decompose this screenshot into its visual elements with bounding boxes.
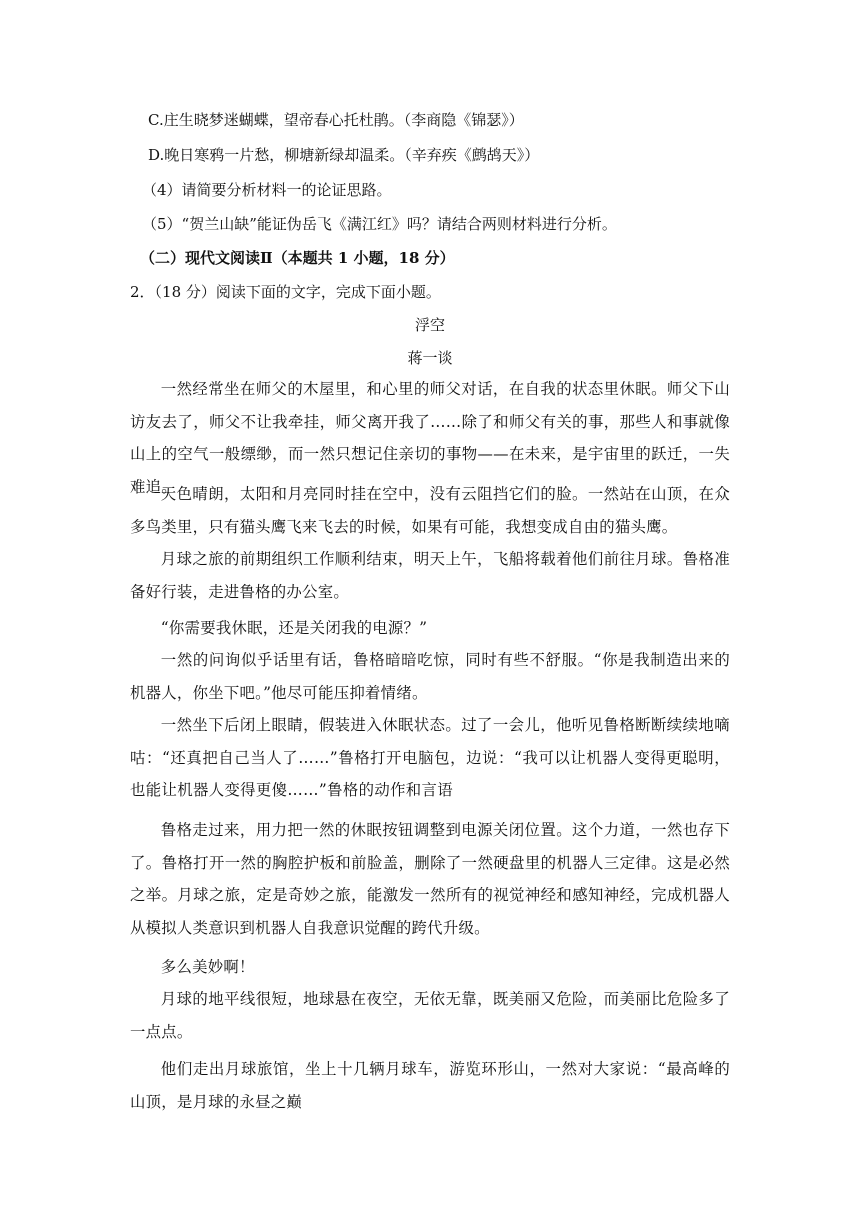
passage-paragraph: 一然的问询似乎话里有话，鲁格暗暗吃惊，同时有些不舒服。“你是我制造出来的机器人，你坐下吧。”他尽可能压抑着情绪。 — [130, 651, 730, 702]
passage-author: 蒋一谈 — [407, 349, 453, 367]
passage-paragraph: 一然坐下后闭上眼睛，假装进入休眠状态。过了一会儿，他听见鲁格断断续续地嘀咕：“还真把自己当人了……”鲁格打开电脑包，边说：“我可以让机器人变得更聪明，也能让机器人变得更傻……”鲁格的动作和言语 — [130, 716, 730, 799]
section-heading: （二）现代文阅读Ⅱ（本题共 1 小题，18 分） — [140, 249, 455, 267]
passage-title: 浮空 — [414, 316, 445, 334]
question-4: （4）请简要分析材料一的论证思路。 — [142, 181, 392, 199]
passage-paragraph: 天色晴朗，太阳和月亮同时挂在空中，没有云阻挡它们的脸。一然站在山顶，在众多鸟类里，只有猫头鹰飞来飞去的时候，如果有可能，我想变成自由的猫头鹰。 — [130, 485, 730, 536]
question-5: （5）“贺兰山缺”能证伪岳飞《满江红》吗？请结合两则材料进行分析。 — [142, 215, 617, 233]
passage-paragraph: 鲁格走过来，用力把一然的休眠按钮调整到电源关闭位置。这个力道，一然也存下了。鲁格打开一然的胸腔护板和前脸盖，删除了一然硬盘里的机器人三定律。这是必然之举。月球之旅，定是奇妙之旅，能激发一然所有的视觉神经和感知神经，完成机器人从模拟人类意识到机器人自我意识觉醒的跨代升级。 — [130, 821, 730, 937]
option-d: D.晚日寒鸦一片愁，柳塘新绿却温柔。（辛弃疾《鹧鸪天》） — [148, 146, 540, 164]
passage-paragraph: 月球的地平线很短，地球悬在夜空，无依无靠，既美丽又危险，而美丽比危险多了一点点。 — [130, 990, 730, 1041]
option-c: C.庄生晓梦迷蝴蝶，望帝春心托杜鹃。（李商隐《锦瑟》） — [148, 111, 524, 129]
passage-paragraph: 多么美妙啊！ — [160, 958, 255, 976]
passage-paragraph: “你需要我休眠，还是关闭我的电源？” — [160, 619, 428, 637]
passage-paragraph: 他们走出月球旅馆，坐上十几辆月球车，游览环形山，一然对大家说：“最高峰的山顶，是月球的永昼之巅 — [130, 1060, 730, 1111]
question-2-prompt: 2．（18 分）阅读下面的文字，完成下面小题。 — [130, 283, 441, 301]
passage-paragraph: 一然经常坐在师父的木屋里，和心里的师父对话，在自我的状态里休眠。师父下山访友去了，师父不让我牵挂，师父离开我了……除了和师父有关的事，那些人和事就像山上的空气一般缥缈，而一然只想记住亲切的事物——在未来，是宇宙里的跃迁，一失难追。 — [130, 380, 730, 496]
passage-paragraph: 月球之旅的前期组织工作顺利结束，明天上午，飞船将载着他们前往月球。鲁格准备好行装，走进鲁格的办公室。 — [130, 550, 730, 601]
